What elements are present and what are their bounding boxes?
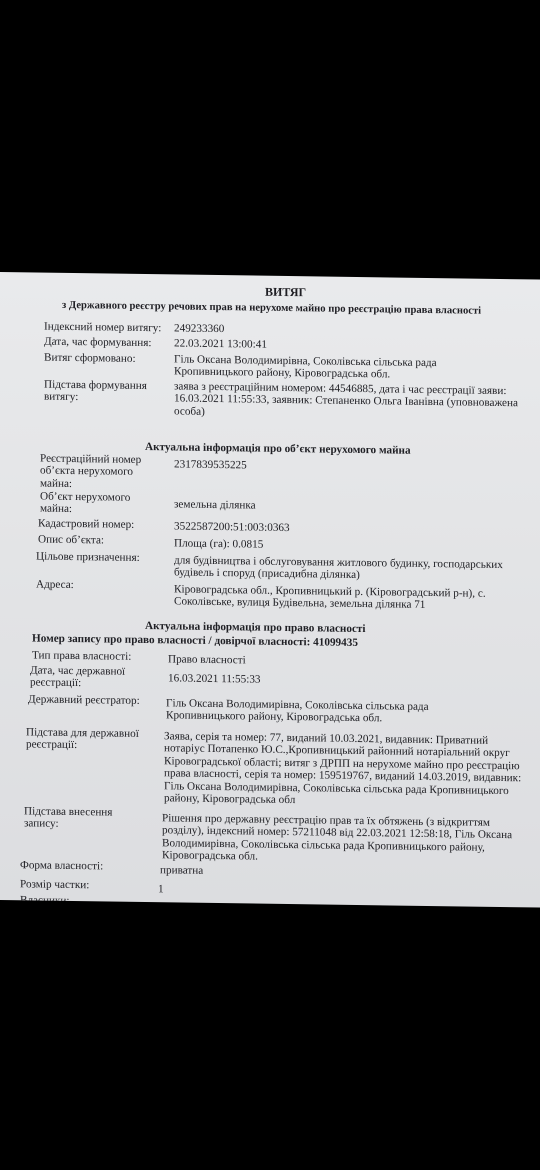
document-subtitle: з Державного реєстру речових прав на нерухоме майно про реєстрацію права власності	[62, 299, 482, 317]
cadastral-number-label: Кадастровий номер:	[38, 517, 135, 531]
object-reg-number-label: Реєстраційний номер об’єкта нерухомого майна:	[40, 452, 142, 490]
right-section-title: Актуальна інформація про право власності	[145, 620, 366, 636]
owners-label-cutoff: Власники:	[20, 894, 70, 907]
document-page	[0, 272, 540, 908]
share-size-value: 1	[158, 883, 164, 896]
formed-by-label: Витяг сформовано:	[44, 351, 136, 365]
formed-datetime-value: 22.03.2021 13:00:41	[174, 337, 267, 351]
index-number-label: Індексний номер витягу:	[44, 320, 162, 335]
purpose-label: Цільове призначення:	[36, 550, 140, 564]
address-label: Адреса:	[36, 578, 74, 592]
ownership-form-label: Форма власності:	[20, 859, 104, 873]
registrar-value: Гіль Оксана Володимирівна, Соколівська сільська рада Кропивницького району, Кіровоградська обл.	[166, 697, 429, 725]
registration-datetime-value: 16.03.2021 11:55:33	[168, 672, 261, 686]
entry-basis-label: Підстава внесення запису:	[24, 805, 113, 831]
cadastral-number-value: 3522587200:51:003:0363	[174, 520, 290, 535]
right-type-value: Право власності	[168, 653, 246, 667]
ownership-form-value: приватна	[160, 864, 204, 877]
object-section-title: Актуальна інформація про об’єкт нерухомого майна	[145, 441, 411, 457]
object-reg-number-value: 2317839535225	[174, 458, 247, 472]
entry-basis-value: Рішення про державну реєстрацію прав та їх обтяжень (з відкриттям розділу), індексний номер: 57211048 від 22.03.2021 12:58:18, Гіль Оксана Володимирівна, Соколівська сільська рада Кропивницького району, Кіровоградська обл.	[162, 812, 513, 863]
basis-label: Підстава формування витягу:	[44, 378, 147, 404]
index-number-value: 249233360	[174, 322, 225, 336]
formed-datetime-label: Дата, час формування:	[44, 335, 152, 350]
object-description-value: Площа (га): 0.0815	[174, 537, 264, 551]
formed-by-value: Гіль Оксана Володимирівна, Соколівська сільська рада Кропивницького району, Кіровоградська обл.	[174, 353, 437, 381]
basis-value: заява з реєстраційним номером: 44546885, дата і час реєстрації заяви: 16.03.2021 11:55:33, заявник: Степаненко Ольга Іванівна (уповноважена особа)	[174, 380, 518, 418]
registration-basis-label: Підстава для державної реєстрації:	[26, 726, 139, 752]
document-title: ВИТЯГ	[265, 284, 307, 300]
registration-datetime-label: Дата, час державної реєстрації:	[30, 664, 126, 690]
right-type-label: Тип права власності:	[32, 649, 132, 663]
object-description-label: Опис об’єкта:	[38, 533, 105, 547]
share-size-label: Розмір частки:	[20, 878, 90, 892]
record-number-line: Номер запису про право власності / довірчої власності: 41099435	[32, 632, 358, 649]
object-type-label: Об’єкт нерухомого майна:	[40, 490, 131, 516]
address-value: Кіровоградська обл., Кропивницький р. (Кіровоградський р-н), с. Соколівське, вулиця Будівельна, земельна ділянка 71	[174, 583, 486, 612]
registration-basis-value: Заява, серія та номер: 77, виданий 10.03.2021, видавник: Приватний нотаріус Потапенко Ю.С.,Кропивницький районний нотаріальний округ Кіровоградської області; витяг з ДРПП на нерухоме майно про реєстрацію права власності, серія та номер: 159519767, виданий 14.03.2019, видавник: Гіль Оксана Володимирівна, Соколівська сільська рада Кропивницького району, Кіровоградська обл	[164, 730, 522, 807]
object-type-value: земельна ділянка	[174, 498, 256, 512]
purpose-value: для будівництва і обслуговування житлового будинку, господарських будівель і споруд (присадибна ділянка)	[174, 554, 503, 582]
registrar-label: Державний реєстратор:	[28, 693, 140, 707]
